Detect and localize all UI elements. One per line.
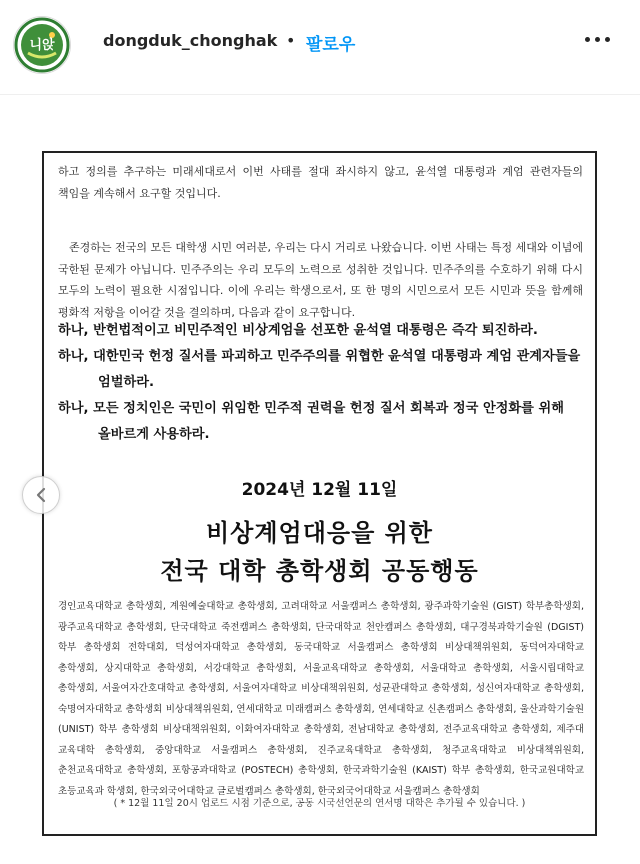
- demand-2: 하나, 대한민국 헌정 질서를 파괴하고 민주주의를 위협한 윤석열 대통령과 계엄 관계자들을 엄벌하라.: [58, 349, 581, 390]
- post-header: [0, 0, 640, 90]
- signatory-list: 경인교육대학교 총학생회, 계원예술대학교 총학생회, 고려대학교 서울캠퍼스 총학생회, 광주과학기술원 (GIST) 학부총학생회, 광주교육대학교 총학생회, 단국대학교 죽전캠퍼스 총학생회, 단국대학교 천안캠퍼스 총학생회, 대구경북과학기술원 (DGIST) 학부 총학생회 전학대회, 덕성여자대학교 총학생회, 동국대학교 서울캠퍼스 총학생회 비상대책위원회, 동덕여자대학교 총학생회, 상지대학교 총학생회, 서강대학교 총학생회, 서울교육대학교 총학생회, 서울대학교 총학생회, 서울시립대학교 총학생회, 서울여자간호대학교 총학생회, 서울여자대학교 비상대책위원회, 성균관대학교 총학생회, 성신여자대학교 총학생회, 숙명여자대학교 총학생회 비상대책위원회, 연세대학교 미래캠퍼스 총학생회, 연세대학교 신촌캠퍼스 총학생회, 울산과학기술원 (UNIST) 학부 총학생회 비상대책위원회, 이화여자대학교 총학생회, 전남대학교 총학생회, 전주교육대학교 총학생회, 제주대 교육대학 총학생회, 중앙대학교 서울캠퍼스 총학생회, 진주교육대학교 총학생회, 청주교육대학교 비상대책위원회, 춘천교육대학교 총학생회, 포항공과대학교 (POSTECH) 총학생회, 한국과학기술원 (KAIST) 학부 총학생회, 한국교원대학교 초등교육과 학생회, 한국외국어대학교 글로벌캠퍼스 총학생회, 한국외국어대학교 서울캠퍼스 총학생회: [58, 601, 584, 797]
- statement-paragraph-2: 존경하는 전국의 모든 대학생 시민 여러분, 우리는 다시 거리로 나왔습니다. 이번 사태는 특정 세대와 이념에 국한된 문제가 아닙니다. 민주주의는 우리 모두의 노력으로 성취한 것입니다. 민주주의를 수호하기 위해 다시 모두의 노력이 필요한 시점입니다. 이에 우리는 학생으로서, 또 한 명의 시민으로서 모든 시민과 뜻을 함께해 평화적 저항을 이어갈 것을 결의하며, 다음과 같이 요구합니다.: [58, 241, 583, 319]
- statement-title-line-1: 비상계엄대응을 위한: [205, 519, 433, 547]
- separator-dot: •: [286, 31, 296, 50]
- more-options-icon[interactable]: [582, 26, 614, 50]
- demand-3: 하나, 모든 정치인은 국민이 위임한 민주적 권력을 헌정 질서 회복과 정국 안정화를 위해 올바르게 사용하라.: [58, 401, 564, 442]
- chevron-left-icon: [34, 487, 48, 503]
- statement-paragraph-1: 하고 정의를 추구하는 미래세대로서 이번 사태를 절대 좌시하지 않고, 윤석열 대통령과 계엄 관련자들의 책임을 계속해서 요구할 것입니다.: [58, 165, 583, 200]
- statement-title-line-2: 전국 대학 총학생회 공동행동: [160, 557, 479, 585]
- svg-text:니앉: 니앉: [29, 38, 55, 53]
- post-image-document: [42, 151, 597, 836]
- carousel-prev-button[interactable]: [22, 476, 60, 514]
- follow-button[interactable]: 팔로우: [306, 35, 356, 55]
- avatar-logo-icon: [14, 17, 70, 73]
- demand-1: 하나, 반헌법적이고 비민주적인 비상계엄을 선포한 윤석열 대통령은 즉각 퇴진하라.: [58, 323, 538, 338]
- avatar[interactable]: [13, 16, 71, 74]
- username[interactable]: dongduk_chonghak: [103, 31, 278, 50]
- statement-date: 2024년 12월 11일: [241, 480, 398, 500]
- footnote: ( * 12월 11일 20시 업로드 시점 기준으로, 공동 시국선언문의 연서명 대학은 추가될 수 있습니다. ): [113, 798, 526, 809]
- header-divider: [0, 94, 640, 95]
